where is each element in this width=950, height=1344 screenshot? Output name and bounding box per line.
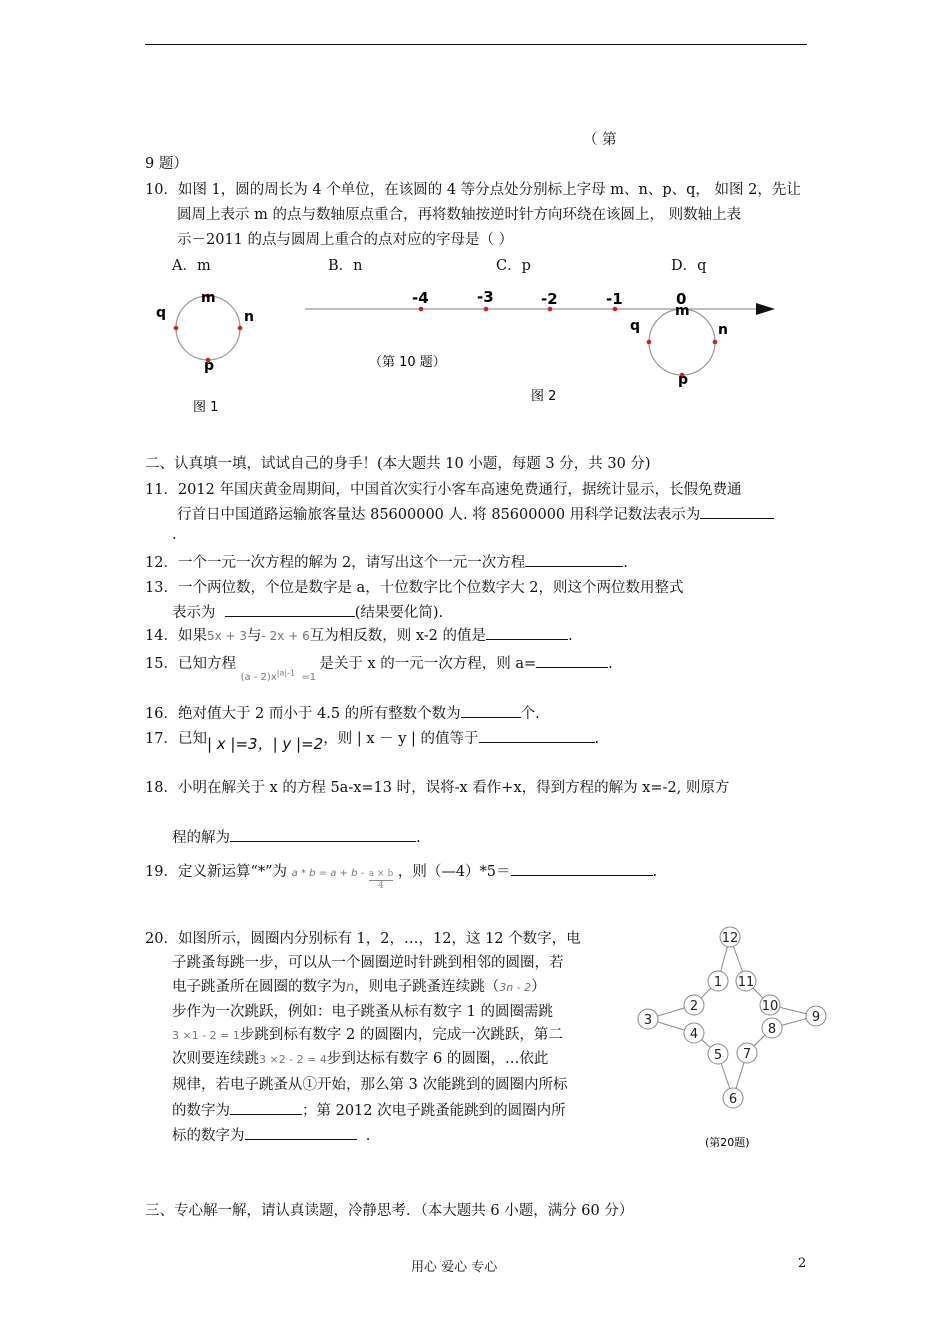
- q18-line1: 18．小明在解关于 x 的方程 5a-x=13 时，误将-x 看作+x，得到方程的解为 x=-2, 则原方: [145, 780, 730, 796]
- fig1-caption: 图 1: [193, 400, 219, 415]
- q20-line3: 电子跳蚤所在圆圈的数字为n，则电子跳蚤连续跳（3n - 2）: [172, 979, 546, 995]
- q10-line2: 圆周上表示 m 的点与数轴原点重合，再将数轴按逆时针方向环绕在该圆上， 则数轴上表: [177, 207, 742, 223]
- axis-label-neg3: -3: [477, 288, 494, 306]
- q11-line1: 11．2012 年国庆黄金周期间，中国首次实行小客车高速免费通行，据统计显示，长假免费通: [145, 482, 742, 498]
- q16-line: 16．绝对值大于 2 而小于 4.5 的所有整数个数为 个.: [145, 702, 540, 723]
- fig1-dot-q: [174, 326, 179, 331]
- q20-line2: 子跳蚤每跳一步，可以从一个圆圈逆时针跳到相邻的圆圈，若: [172, 955, 564, 971]
- q20-node-label-9: 9: [811, 1010, 821, 1025]
- q20-line7: 规律，若电子跳蚤从①开始，那么第 3 次能跳到的圆圈内所标: [172, 1077, 568, 1093]
- page-number: 2: [798, 1256, 807, 1271]
- q10-option-a: A．m: [172, 258, 211, 274]
- q20-node-label-4: 4: [689, 1027, 699, 1042]
- q20-blank1[interactable]: [230, 1100, 302, 1115]
- q15-blank[interactable]: [536, 653, 608, 668]
- q10-option-d: D．q: [671, 258, 707, 274]
- q11-end: .: [172, 527, 177, 543]
- q14-line: 14．如果5x + 3与- 2x + 6互为相反数，则 x-2 的值是 .: [145, 624, 573, 645]
- q13-blank[interactable]: [225, 602, 355, 617]
- q10-line3: 示－2011 的点与圆周上重合的点对应的字母是（ ）: [177, 232, 514, 248]
- q9-caption-b: 9 题）: [145, 156, 188, 172]
- q16-blank[interactable]: [461, 703, 521, 718]
- section2-heading: 二、认真填一填，试试自己的身手！(本大题共 10 小题，每题 3 分，共 30 分): [145, 456, 651, 472]
- axis-label-zero: 0: [676, 290, 687, 308]
- fig1-label-q: q: [156, 305, 167, 321]
- page-footer: 用心 爱心 专心: [411, 1260, 498, 1275]
- q20-fig-caption: (第20题): [705, 1136, 750, 1149]
- q20-blank2[interactable]: [245, 1125, 357, 1140]
- q20-line4: 步作为一次跳跃，例如：电子跳蚤从标有数字 1 的圆圈需跳: [172, 1004, 553, 1020]
- q20-node-label-10: 10: [761, 999, 779, 1014]
- q12-line: 12．一个一元一次方程的解为 2，请写出这个一元一次方程 .: [145, 551, 628, 572]
- q18-blank[interactable]: [230, 827, 416, 842]
- q13-line2: 表示为 (结果要化简).: [172, 601, 443, 622]
- q20-node-label-7: 7: [742, 1047, 752, 1062]
- number-line-arrow: [756, 303, 775, 315]
- q15-line: 15．已知方程 $_{(a - 2)x^{|a|-1} =1}$ 是关于 x 的一元一次方程，则 a= .: [145, 652, 613, 673]
- q14-expr1: 5x + 3: [206, 629, 248, 643]
- q20-node-label-2: 2: [689, 999, 699, 1014]
- q20-node-label-5: 5: [713, 1048, 723, 1063]
- q19-expr: a * b = a + b -: [291, 868, 365, 879]
- q20-line8: 的数字为 ；第 2012 次电子跳蚤能跳到的圆圈内所: [172, 1099, 566, 1120]
- q10-option-c: C．p: [496, 258, 531, 274]
- fig1-label-m: m: [201, 290, 216, 306]
- fig-caption: （第 10 题）: [369, 355, 446, 370]
- fig2-label-q: q: [630, 318, 641, 334]
- q11-line2: 行首日中国道路运输旅客量达 85600000 人. 将 85600000 用科学记数法表示为: [177, 503, 774, 524]
- q10-figure: [0, 0, 950, 430]
- fig2-caption: 图 2: [531, 389, 557, 404]
- fig1-label-p: p: [204, 358, 215, 374]
- q17-expr: | x |=3，| y |=2: [206, 735, 324, 753]
- q17-line: 17．已知| x |=3，| y |=2，则 | x － y | 的值等于 .: [145, 727, 599, 748]
- q19-line: 19．定义新运算“*”为 a * b = a + b - $\frac{a \times b}{4}$ ，则（—4）*5＝ .: [145, 860, 657, 884]
- q20-line1: 20．如图所示，圆圈内分别标有 1，2，…，12，这 12 个数字，电: [145, 931, 581, 947]
- fig2-dot-q: [647, 340, 652, 345]
- axis-dot-neg4: [419, 307, 424, 312]
- q18-line2: 程的解为 .: [172, 826, 421, 847]
- axis-dot-neg3: [484, 307, 489, 312]
- q13-line1: 13．一个两位数，个位是数字是 a，十位数字比个位数字大 2，则这个两位数用整式: [145, 580, 684, 596]
- axis-label-neg1: -1: [606, 290, 623, 308]
- fig2-label-p: p: [678, 372, 689, 388]
- q20-line6: 次则要连续跳3 ×2 - 2 = 4步到达标有数字 6 的圆圈，…依此: [172, 1051, 549, 1067]
- fig2-label-n: n: [718, 322, 728, 338]
- fig1-label-n: n: [244, 309, 254, 325]
- q20-node-label-11: 11: [737, 975, 755, 990]
- axis-label-neg2: -2: [541, 290, 558, 308]
- q20-line9: 标的数字为 .: [172, 1124, 370, 1145]
- q20-node-label-12: 12: [721, 931, 739, 946]
- q15-expr: (a - 2)x|a|-1 =1: [240, 668, 317, 683]
- q12-blank[interactable]: [525, 552, 623, 567]
- q10-line1: 10．如图 1，圆的周长为 4 个单位，在该圆的 4 等分点处分别标上字母 m、n、p、q， 如图 2，先让: [145, 182, 801, 198]
- q9-caption-a: （ 第: [583, 132, 617, 148]
- fig2-label-m: m: [675, 303, 690, 319]
- q20-node-label-1: 1: [713, 975, 723, 990]
- q17-blank[interactable]: [479, 728, 595, 743]
- fig2-dot-n: [713, 340, 718, 345]
- q11-blank[interactable]: [700, 504, 774, 519]
- q14-expr2: - 2x + 6: [261, 629, 310, 643]
- q20-node-label-8: 8: [767, 1022, 777, 1037]
- q20-line5: 3 ×1 - 2 = 1步跳到标有数字 2 的圆圈内，完成一次跳跃，第二: [172, 1027, 563, 1043]
- q19-fraction: $\frac{a \times b}{4}$: [368, 868, 394, 891]
- fig1-dot-n: [238, 326, 243, 331]
- axis-label-neg4: -4: [412, 289, 429, 307]
- section3-heading: 三、专心解一解，请认真读题，冷静思考．（本大题共 6 小题，满分 60 分）: [145, 1203, 634, 1219]
- q20-node-label-6: 6: [728, 1092, 738, 1107]
- q20-node-label-3: 3: [643, 1013, 653, 1028]
- q20-figure: [620, 915, 840, 1155]
- q10-option-b: B．n: [328, 258, 363, 274]
- q14-blank[interactable]: [486, 625, 568, 640]
- q19-blank[interactable]: [511, 861, 653, 876]
